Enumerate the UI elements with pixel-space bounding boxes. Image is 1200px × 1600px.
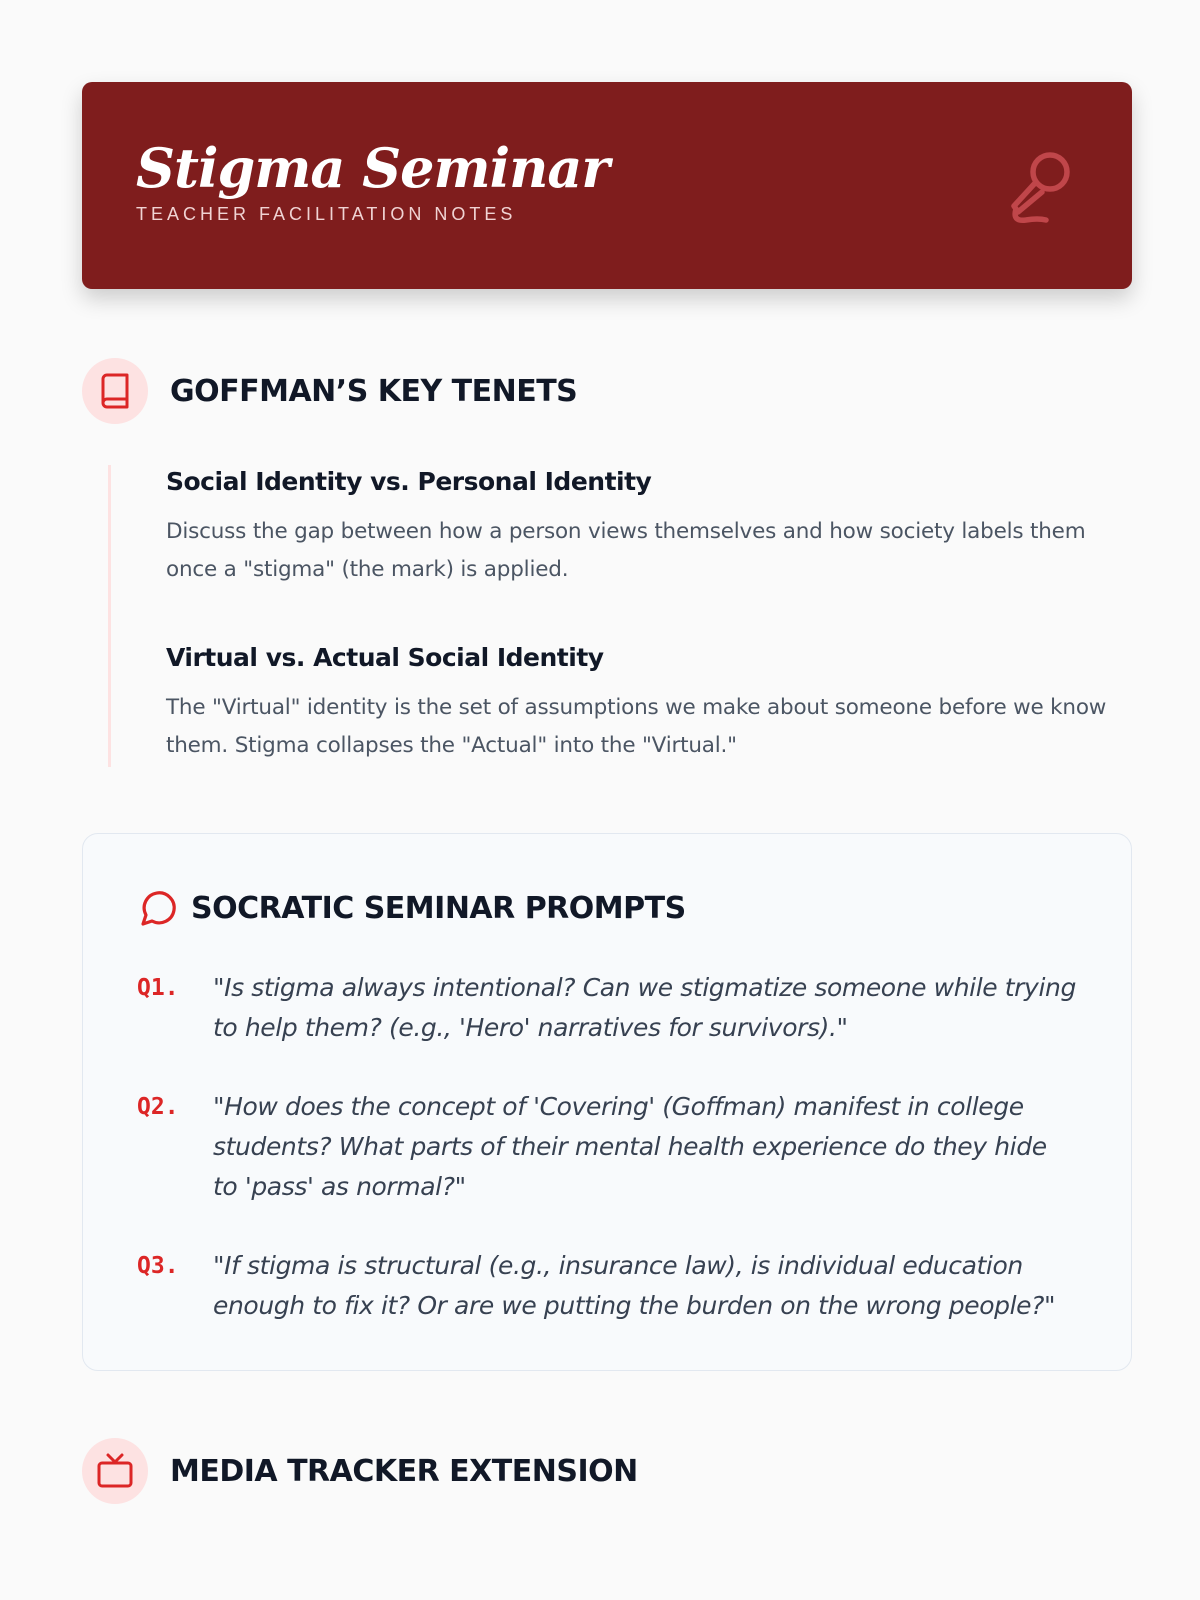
tenet-title: Social Identity vs. Personal Identity <box>166 467 652 496</box>
book-icon <box>98 372 132 410</box>
tenet-item <box>166 641 1132 765</box>
tenets-section-title: GOFFMAN’S KEY TENETS <box>170 373 578 409</box>
prompt-number: Q2. <box>137 1094 179 1120</box>
chat-bubble-icon <box>137 888 177 928</box>
tenet-item <box>166 465 1132 589</box>
media-section-header <box>82 1438 1132 1504</box>
tv-icon-badge <box>82 1438 148 1504</box>
book-icon-badge <box>82 358 148 424</box>
tenet-title: Virtual vs. Actual Social Identity <box>166 643 604 672</box>
prompt-number: Q3. <box>137 1253 179 1279</box>
prompt-item <box>137 968 1077 1048</box>
page-title: Stigma Seminar <box>136 136 609 200</box>
tenets-list <box>108 465 1132 767</box>
page <box>82 82 1132 1504</box>
tenet-description: The "Virtual" identity is the set of assumptions we make about someone before we know them. Stigma collapses the "Actual" into the "Virtual." <box>166 695 1107 758</box>
prompts-section-title: SOCRATIC SEMINAR PROMPTS <box>191 890 686 926</box>
prompt-item <box>137 1246 1077 1326</box>
prompt-item <box>137 1087 1077 1207</box>
prompts-section-header <box>137 888 1077 928</box>
prompts-card <box>82 833 1132 1371</box>
page-subtitle: TEACHER FACILITATION NOTES <box>136 204 517 224</box>
prompts-list <box>137 968 1077 1326</box>
prompt-text: "How does the concept of 'Covering' (Goffman) manifest in college students? What parts of their mental health experience do they hide to 'pass' as normal?" <box>213 1092 1047 1201</box>
microphone-icon <box>1006 148 1076 228</box>
media-section-title: MEDIA TRACKER EXTENSION <box>170 1453 638 1489</box>
prompt-text: "If stigma is structural (e.g., insurance law), is individual education enough to fix it? Or are we putting the burden on the wrong people?" <box>213 1251 1056 1320</box>
tenets-section-header <box>82 358 1132 424</box>
prompt-number: Q1. <box>137 975 179 1001</box>
tv-icon <box>96 1452 134 1490</box>
prompt-text: "Is stigma always intentional? Can we stigmatize someone while trying to help them? (e.g., 'Hero' narratives for survivors)." <box>213 973 1076 1042</box>
tenet-description: Discuss the gap between how a person views themselves and how society labels them once a "stigma" (the mark) is applied. <box>166 519 1086 582</box>
header-banner <box>82 82 1132 289</box>
